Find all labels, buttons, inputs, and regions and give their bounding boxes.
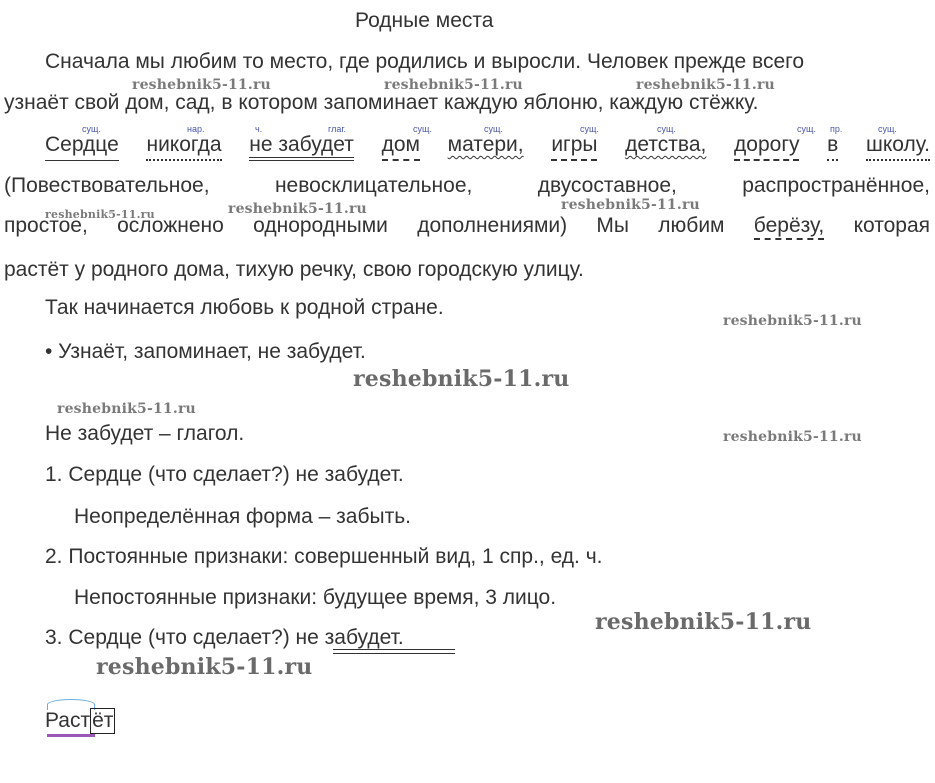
- analysis-word: однородными: [253, 214, 388, 237]
- paragraph-line-1: [45, 50, 804, 74]
- pos-label: пр.: [830, 124, 843, 134]
- object-word: дом: [382, 133, 420, 161]
- analysis-word: невосклицательное,: [274, 174, 473, 197]
- morpheme-word: [45, 708, 115, 734]
- watermark: reshebnik5-11.ru: [561, 197, 700, 213]
- analysis-word: распространённое,: [742, 174, 930, 197]
- subject-word: Сердце: [45, 133, 119, 161]
- analysis-item: 2. Постоянные признаки: совершенный вид, 1 спр., ед. ч.: [45, 545, 603, 568]
- pos-label: сущ.: [580, 124, 599, 134]
- root-underline: [47, 734, 95, 737]
- root-morpheme: Раст: [45, 709, 91, 732]
- analysis-line-1: [4, 174, 930, 198]
- analysis-item: Непостоянные признаки: будущее время, 3 лицо.: [74, 586, 557, 609]
- watermark: reshebnik5-11.ru: [723, 429, 862, 445]
- watermark: reshebnik5-11.ru: [353, 366, 570, 392]
- analysis-word: Мы: [596, 214, 629, 237]
- watermark: reshebnik5-11.ru: [228, 201, 367, 217]
- page-title: Родные места: [355, 9, 494, 32]
- analysis-item: Неопределённая форма – забыть.: [74, 505, 411, 528]
- adverbial-word: школу.: [866, 133, 930, 161]
- analysis-line-3: [4, 258, 584, 282]
- watermark: reshebnik5-11.ru: [595, 609, 812, 635]
- watermark: reshebnik5-11.ru: [45, 208, 155, 221]
- analysis-line-3-text: растёт у родного дома, тихую речку, свою городскую улицу.: [4, 258, 584, 281]
- bullet-line: • Узнаёт, запоминает, не забудет.: [45, 340, 366, 363]
- paragraph-line-2-text: узнаёт свой дом, сад, в котором запоминает каждую яблоню, каждую стёжку.: [4, 91, 759, 114]
- watermark: reshebnik5-11.ru: [57, 401, 196, 417]
- preposition-word: в: [827, 133, 838, 161]
- analysis-item: 1. Сердце (что сделает?) не забудет.: [45, 463, 404, 486]
- object-word: дорогу: [734, 133, 799, 161]
- predicate-underline: [333, 649, 455, 654]
- analysis-word: (Повествовательное,: [4, 174, 210, 197]
- object-word: игры: [551, 133, 597, 161]
- analysis-word: берёзу,: [754, 214, 824, 240]
- attribute-word: детства,: [625, 133, 707, 156]
- attribute-word: матери,: [447, 133, 524, 156]
- watermark: reshebnik5-11.ru: [132, 77, 271, 93]
- ending-morpheme: ёт: [92, 709, 114, 732]
- watermark: reshebnik5-11.ru: [723, 313, 862, 329]
- love-line: Так начинается любовь к родной стране.: [45, 296, 444, 319]
- watermark: reshebnik5-11.ru: [636, 77, 775, 93]
- pos-label: ч.: [255, 124, 263, 134]
- analysis-item: 3. Сердце (что сделает?) не забудет.: [45, 626, 404, 649]
- pos-label: сущ.: [82, 124, 101, 134]
- analysis-word: осложнено: [117, 214, 224, 237]
- pos-label: сущ.: [878, 124, 897, 134]
- parsed-sentence: [45, 133, 930, 161]
- analysis-word: которая: [853, 214, 930, 237]
- pos-label: глаг.: [328, 124, 347, 134]
- pos-label: сущ.: [484, 124, 503, 134]
- paragraph-line-2: [4, 91, 758, 115]
- verb-heading: Не забудет – глагол.: [45, 422, 245, 445]
- analysis-word: любим: [658, 214, 725, 237]
- pos-label: сущ.: [657, 124, 676, 134]
- pos-label: нар.: [187, 124, 205, 134]
- predicate-word: не забудет: [249, 133, 354, 161]
- analysis-word: дополнениями): [417, 214, 568, 237]
- adverbial-word: никогда: [146, 133, 221, 161]
- analysis-word: простое,: [4, 214, 88, 237]
- pos-label: сущ.: [413, 124, 432, 134]
- paragraph-line-1-text: Сначала мы любим то место, где родились и выросли. Человек прежде всего: [45, 50, 805, 73]
- analysis-word: двусоставное,: [537, 174, 677, 197]
- pos-label: сущ.: [797, 124, 816, 134]
- watermark: reshebnik5-11.ru: [384, 77, 523, 93]
- watermark: reshebnik5-11.ru: [96, 654, 313, 680]
